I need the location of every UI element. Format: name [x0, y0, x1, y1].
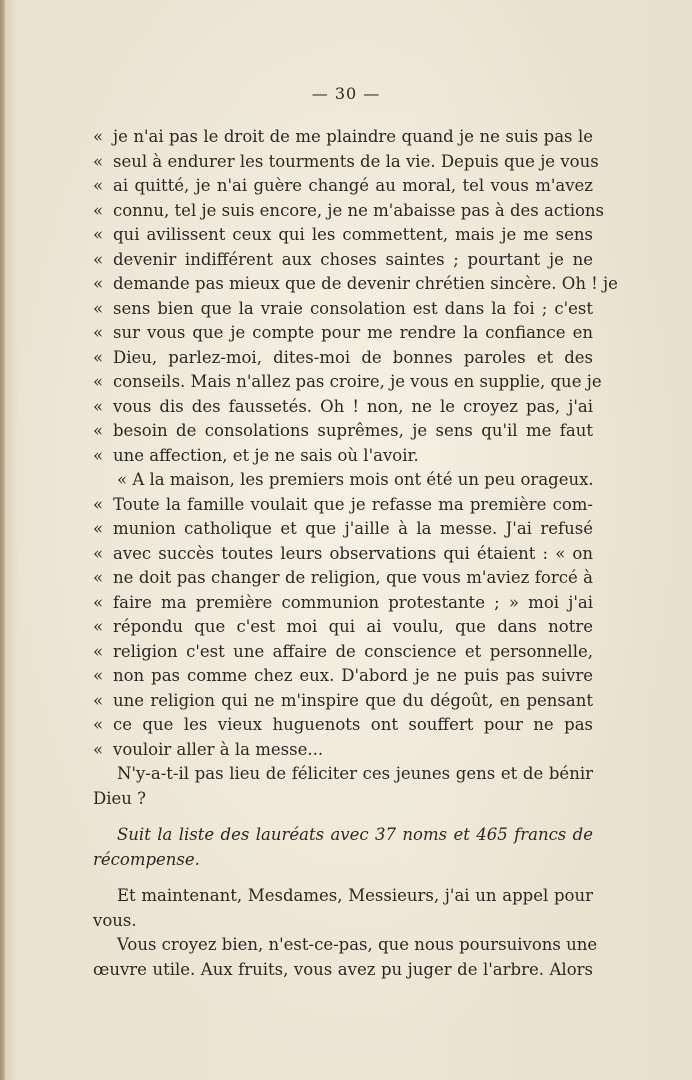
guillemet-mark: « [93, 200, 104, 220]
guillemet-mark: « [93, 249, 104, 269]
text-line [93, 909, 593, 934]
text-line [93, 248, 593, 273]
guillemet-mark: « [93, 617, 104, 636]
text-line [93, 395, 593, 420]
line-text: Dieu, parlez-moi, dites-moi de bonnes paroles et des [113, 347, 593, 367]
line-text: N'y-a-t-il pas lieu de féliciter ces jeunes gens et de bénir [117, 764, 593, 783]
text-line [93, 848, 593, 873]
guillemet-mark: « [93, 666, 104, 685]
guillemet-mark: « [93, 396, 104, 416]
line-text: sur vous que je compte pour me rendre la confiance en [113, 323, 593, 342]
text-line [93, 444, 593, 469]
guillemet-mark: « [93, 715, 104, 734]
text-line [93, 591, 593, 616]
text-line [93, 664, 593, 689]
line-text: Suit la liste des lauréats avec 37 noms et 465 francs de [117, 825, 593, 844]
guillemet-mark: « [93, 641, 104, 661]
line-text: religion c'est une affaire de conscience et personnelle, [113, 641, 593, 661]
text-line [93, 713, 593, 738]
line-text: « A la maison, les premiers mois ont été un peu orageux. [117, 470, 594, 489]
line-text: conseils. Mais n'allez pas croire, je vous en supplie, que je [113, 372, 602, 391]
line-text: une religion qui ne m'inspire que du dégoût, en pensant [113, 690, 593, 710]
text-line [93, 762, 593, 787]
line-text: ne doit pas changer de religion, que vous m'aviez forcé à [113, 568, 593, 587]
guillemet-mark: « [93, 347, 104, 367]
guillemet-mark: « [93, 494, 104, 514]
text-line [93, 615, 593, 640]
line-text: vous. [93, 910, 137, 930]
paragraph-oeuvre [93, 933, 598, 982]
text-line [93, 566, 593, 591]
text-line [93, 297, 593, 322]
guillemet-mark: « [93, 274, 104, 293]
quoted-letter-block-2 [93, 468, 593, 762]
line-text: devenir indifférent aux choses saintes ; pourtant je ne [113, 249, 593, 269]
text-line [93, 321, 593, 346]
page-spine-shadow [0, 0, 5, 1080]
text-line [93, 958, 593, 983]
text-line [93, 884, 593, 909]
guillemet-mark: « [93, 690, 104, 710]
guillemet-mark: « [93, 176, 104, 195]
paragraph-congratulate [93, 762, 593, 811]
line-text: Vous croyez bien, n'est-ce-pas, que nous poursuivons une [117, 935, 598, 954]
text-line [93, 125, 593, 150]
quoted-letter-block [93, 125, 618, 468]
paragraph-appeal [93, 884, 593, 933]
line-text: une affection, et je ne sais où l'avoir. [113, 445, 419, 465]
line-text: Dieu ? [93, 788, 146, 808]
guillemet-mark: « [93, 739, 104, 759]
line-text: je n'ai pas le droit de me plaindre quand je ne suis pas le [113, 127, 593, 146]
guillemet-mark: « [93, 568, 104, 587]
guillemet-mark: « [93, 151, 104, 171]
line-text: connu, tel je suis encore, je ne m'abaisse pas à des actions [113, 200, 605, 220]
text-line [93, 223, 593, 248]
text-line [93, 640, 593, 665]
line-text: Et maintenant, Mesdames, Messieurs, j'ai un appel pour [117, 886, 593, 905]
guillemet-mark: « [93, 323, 104, 342]
text-line [93, 738, 593, 763]
line-text: Toute la famille voulait que je refasse ma première com- [113, 494, 593, 514]
line-text: ai quitté, je n'ai guère changé au moral, tel vous m'avez [113, 176, 593, 195]
guillemet-mark: « [93, 372, 104, 391]
spacer [93, 811, 593, 823]
guillemet-mark: « [93, 445, 104, 465]
text-line [93, 272, 618, 297]
text-line [93, 199, 605, 224]
line-text: sens bien que la vraie consolation est dans la foi ; c'est [113, 298, 593, 318]
guillemet-mark: « [93, 225, 104, 244]
text-line [93, 346, 593, 371]
line-text: besoin de consolations suprêmes, je sens qu'il me faut [113, 421, 593, 440]
line-text: vouloir aller à la messe... [113, 739, 324, 759]
line-text: seul à endurer les tourments de la vie. Depuis que je vous [113, 151, 599, 171]
text-line [93, 493, 593, 518]
guillemet-mark: « [93, 298, 104, 318]
page-number: — 30 — [311, 84, 381, 103]
line-text: demande pas mieux que de devenir chrétien sincère. Oh ! je [113, 274, 618, 293]
text-line [93, 823, 593, 848]
line-text: avec succès toutes leurs observations qui étaient : « on [113, 543, 593, 563]
text-line [93, 933, 598, 958]
text-line [93, 468, 593, 493]
line-text: répondu que c'est moi qui ai voulu, que dans notre [113, 617, 593, 636]
guillemet-mark: « [93, 127, 104, 146]
line-text: vous dis des faussetés. Oh ! non, ne le croyez pas, j'ai [113, 396, 593, 416]
text-line [93, 150, 599, 175]
line-text: récompense. [93, 849, 200, 869]
guillemet-mark: « [93, 592, 104, 612]
line-text: qui avilissent ceux qui les commettent, mais je me sens [113, 225, 593, 244]
text-line [93, 419, 593, 444]
line-text: œuvre utile. Aux fruits, vous avez pu juger de l'arbre. Alors [93, 959, 593, 979]
italic-note-laureates [93, 823, 593, 872]
text-line [93, 517, 593, 542]
guillemet-mark: « [93, 519, 104, 538]
guillemet-mark: « [93, 421, 104, 440]
line-text: faire ma première communion protestante ; » moi j'ai [113, 592, 593, 612]
body-text [93, 125, 618, 982]
line-text: munion catholique et que j'aille à la messe. J'ai refusé [113, 519, 593, 538]
text-line [93, 370, 602, 395]
text-line [93, 174, 593, 199]
line-text: ce que les vieux huguenots ont souffert pour ne pas [113, 715, 593, 734]
guillemet-mark: « [93, 543, 104, 563]
text-line [93, 542, 593, 567]
text-line [93, 689, 593, 714]
line-text: non pas comme chez eux. D'abord je ne puis pas suivre [113, 666, 593, 685]
spacer [93, 872, 593, 884]
text-line [93, 787, 593, 812]
